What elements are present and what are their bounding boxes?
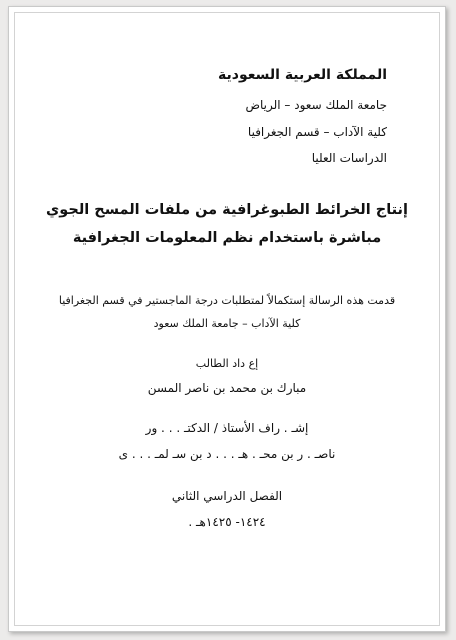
student-label: إع داد الطالب bbox=[195, 357, 259, 370]
supervisor-label: إشـ . راف الأستاذ / الدكتـ . . . ور bbox=[145, 421, 309, 435]
document-page bbox=[8, 6, 446, 632]
supervisor-name: ناصـ . ر بن محـ . هـ . . . د بن سـ لمـ . . . ى bbox=[118, 447, 336, 461]
graduate-studies-line: الدراسات العليا bbox=[311, 151, 387, 165]
academic-year: ١٤٢٤- ١٤٢٥هـ . bbox=[188, 515, 266, 529]
submission-college: كلية الآداب – جامعة الملك سعود bbox=[153, 317, 301, 330]
kingdom-heading: المملكة العربية السعودية bbox=[218, 67, 387, 83]
academic-term: الفصل الدراسي الثاني bbox=[171, 489, 283, 503]
thesis-title-line-1: إنتاج الخرائط الطبوغرافية من ملفات المسح الجوي bbox=[46, 202, 408, 218]
thesis-title-line-2: مباشرة باستخدام نظم المعلومات الجغرافية bbox=[72, 230, 382, 246]
university-line: جامعة الملك سعود – الرياض bbox=[245, 98, 387, 112]
submission-statement: قدمت هذه الرسالة إستكمالاً لمتطلبات درجة الماجستير في قسم الجغرافيا bbox=[58, 294, 396, 307]
college-line: كلية الآداب – قسم الجغرافيا bbox=[247, 125, 387, 139]
student-name: مبارك بن محمد بن ناصر المسن bbox=[147, 381, 307, 395]
